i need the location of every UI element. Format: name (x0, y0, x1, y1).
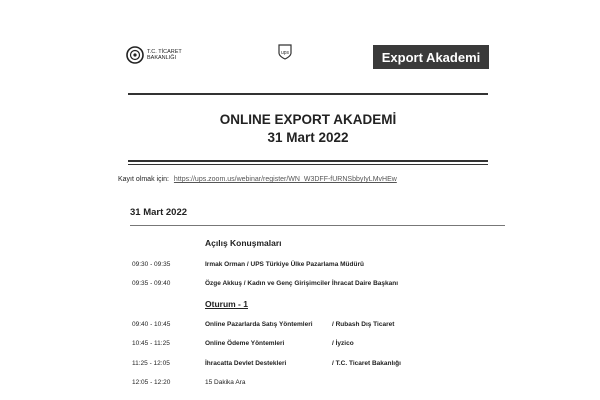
ups-shield-icon (278, 44, 292, 60)
ministry-emblem-icon (126, 46, 144, 64)
agenda-text: Özge Akkuş / Kadın ve Genç Girişimciler İhracat Daire Başkanı (205, 280, 399, 287)
agenda-time: 09:35 - 09:40 (132, 280, 171, 287)
registration-link[interactable]: https://ups.zoom.us/webinar/register/WN_W3DFF-fURNSbbyIyLMvHEw (173, 176, 397, 183)
agenda-text: Irmak Orman / UPS Türkiye Ülke Pazarlama Müdürü (205, 261, 364, 268)
agenda-topic: İhracatta Devlet Destekleri (205, 360, 287, 367)
agenda-topic: 15 Dakika Ara (205, 379, 246, 386)
registration-label: Kayıt olmak için: (118, 176, 169, 183)
date-divider (130, 225, 505, 226)
agenda-time: 11:25 - 12:05 (132, 360, 170, 367)
agenda-speaker: / Rubash Dış Ticaret (332, 321, 395, 328)
export-akademi-badge: Export Akademi (373, 45, 489, 69)
agenda-date: 31 Mart 2022 (130, 207, 188, 218)
opening-header: Açılış Konuşmaları (205, 238, 282, 248)
agenda-topic: Online Ödeme Yöntemleri (205, 340, 285, 347)
ministry-logo-text: T.C. TİCARET BAKANLIĞI (147, 49, 182, 61)
session1-header: Oturum - 1 (205, 299, 248, 309)
agenda-topic: Online Pazarlarda Satış Yöntemleri (205, 321, 313, 328)
title-top-rule (128, 93, 488, 95)
agenda-time: 09:40 - 10:45 (132, 321, 171, 328)
page-title: ONLINE EXPORT AKADEMİ (219, 112, 397, 127)
agenda-speaker: / İyzico (332, 340, 354, 347)
title-bottom-rule (128, 160, 488, 162)
title-bottom-rule-thin (128, 164, 488, 165)
registration-line (118, 176, 397, 183)
agenda-time: 10:45 - 11:25 (132, 340, 170, 347)
page-title-date: 31 Mart 2022 (267, 130, 349, 145)
agenda-time: 09:30 - 09:35 (132, 261, 171, 268)
ministry-logo (126, 46, 186, 68)
ups-logo-text: ups (280, 50, 290, 56)
agenda-time: 12:05 - 12:20 (132, 379, 171, 386)
agenda-speaker: / T.C. Ticaret Bakanlığı (332, 360, 401, 367)
